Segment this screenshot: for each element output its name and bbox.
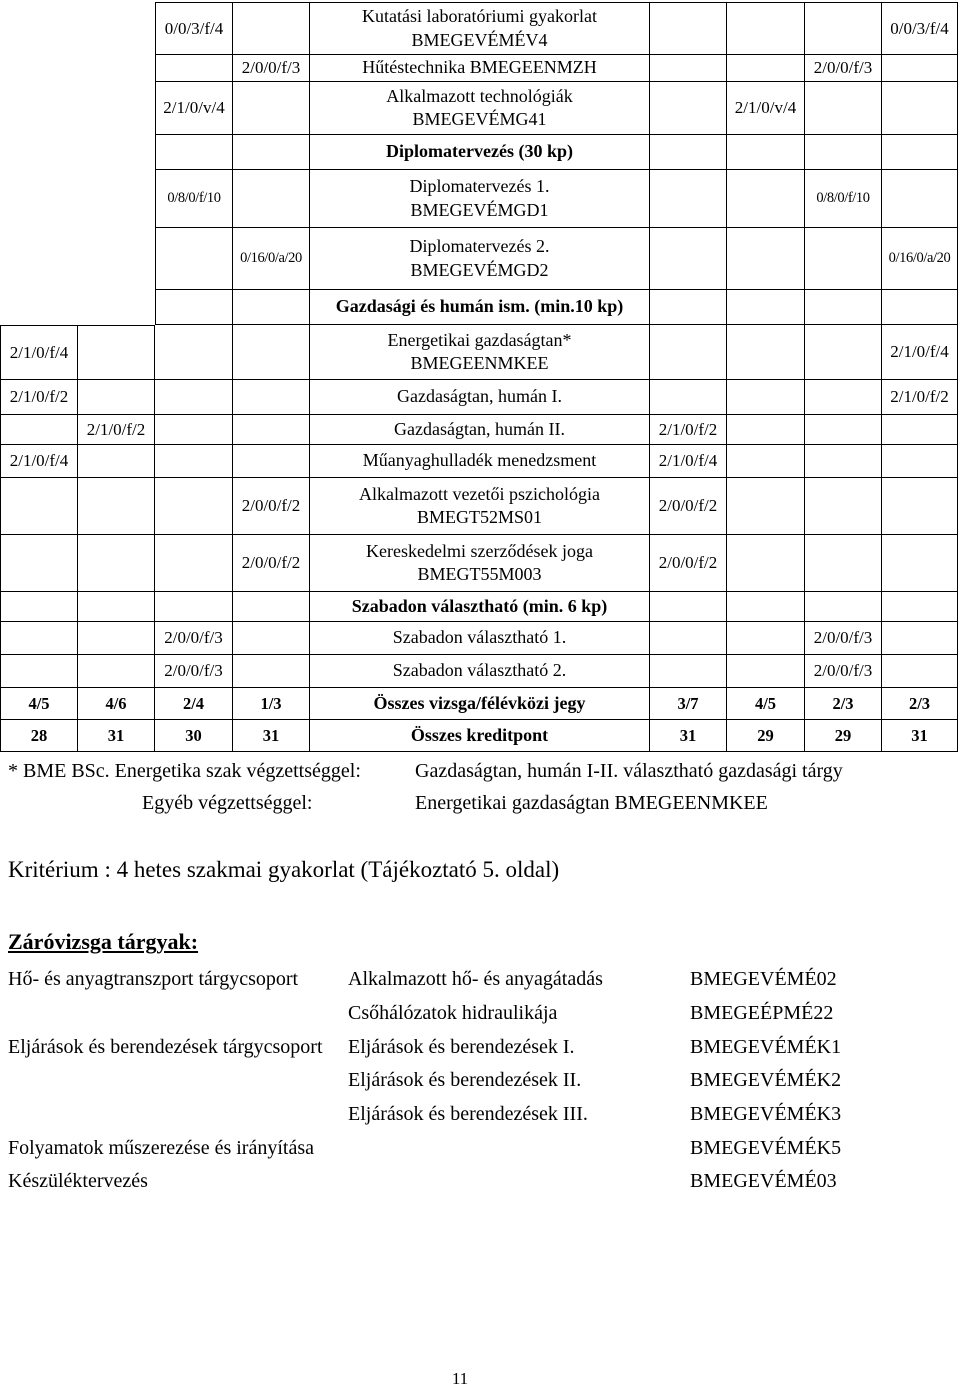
- total-value: 29: [727, 720, 805, 752]
- empty-cell: [650, 170, 727, 228]
- empty-cell: [78, 290, 155, 325]
- empty-cell: [727, 290, 805, 325]
- total-label-text: Összes kreditpont: [410, 724, 549, 745]
- empty-cell: [0, 415, 78, 445]
- course-cell: [310, 535, 650, 592]
- semester-cell: 2/1/0/v/4: [155, 82, 233, 135]
- course-cell: [310, 82, 650, 135]
- subject-code: BMEGEVÉMÉK2: [690, 1069, 842, 1092]
- semester-cell: 2/0/0/f/3: [233, 55, 310, 82]
- total-value: 2/3: [882, 688, 958, 720]
- semester-cell: 2/0/0/f/3: [805, 55, 882, 82]
- subject-code: BMEGEVÉMÉK3: [690, 1103, 842, 1126]
- empty-cell: [78, 228, 155, 290]
- total-value: 4/5: [0, 688, 78, 720]
- course-name: Gazdaságtan, humán II.: [394, 418, 565, 439]
- total-value: 31: [233, 720, 310, 752]
- semester-cell: 2/0/0/f/3: [155, 622, 233, 655]
- empty-cell: [805, 415, 882, 445]
- total-value: 4/6: [78, 688, 155, 720]
- empty-cell: [155, 478, 233, 535]
- subject-name: Alkalmazott hő- és anyagátadás: [348, 968, 603, 991]
- semester-cell: 2/1/0/f/4: [650, 445, 727, 478]
- empty-cell: [882, 135, 958, 170]
- empty-cell: [882, 535, 958, 592]
- empty-cell: [78, 535, 155, 592]
- empty-cell: [0, 622, 78, 655]
- empty-cell: [650, 228, 727, 290]
- empty-cell: [155, 415, 233, 445]
- empty-cell: [78, 655, 155, 688]
- course-code: BMEGEVÉMGD2: [410, 259, 549, 280]
- total-value: 30: [155, 720, 233, 752]
- semester-cell: 0/8/0/f/10: [155, 170, 233, 228]
- empty-cell: [727, 380, 805, 415]
- empty-cell: [78, 135, 155, 170]
- empty-cell: [805, 445, 882, 478]
- semester-cell: 2/0/0/f/3: [805, 655, 882, 688]
- criterion-text: Kritérium : 4 hetes szakmai gyakorlat (Tájékoztató 5. oldal): [8, 857, 560, 882]
- empty-cell: [727, 445, 805, 478]
- empty-cell: [155, 290, 233, 325]
- empty-cell: [650, 592, 727, 622]
- course-name: Energetikai gazdaságtan*: [387, 329, 572, 350]
- total-label: [310, 688, 650, 720]
- empty-cell: [727, 592, 805, 622]
- subject-name: Csőhálózatok hidraulikája: [348, 1002, 558, 1025]
- semester-cell: 2/1/0/f/2: [0, 380, 78, 415]
- empty-cell: [727, 535, 805, 592]
- section-title: Szabadon választható (min. 6 kp): [351, 595, 608, 616]
- empty-cell: [650, 55, 727, 82]
- total-value: 3/7: [650, 688, 727, 720]
- empty-cell: [882, 622, 958, 655]
- empty-cell: [882, 478, 958, 535]
- empty-cell: [727, 655, 805, 688]
- empty-cell: [155, 325, 233, 380]
- empty-cell: [233, 380, 310, 415]
- total-value: 2/3: [805, 688, 882, 720]
- course-name: Szabadon választható 2.: [392, 660, 567, 681]
- course-cell: [310, 380, 650, 415]
- subject-code: BMEGEVÉMÉ02: [690, 968, 837, 991]
- empty-cell: [727, 2, 805, 55]
- total-label-text: Összes vizsga/félévközi jegy: [373, 692, 586, 713]
- empty-cell: [805, 2, 882, 55]
- note-other-value: Energetikai gazdaságtan BMEGEENMKEE: [415, 792, 768, 814]
- empty-cell: [78, 170, 155, 228]
- course-code: BMEGEVÉMÉV4: [411, 29, 548, 50]
- semester-cell: 2/0/0/f/3: [155, 655, 233, 688]
- semester-cell: 2/1/0/v/4: [727, 82, 805, 135]
- page-number: 11: [451, 1369, 469, 1388]
- empty-cell: [727, 55, 805, 82]
- course-code: BMEGEVÉMG41: [412, 109, 547, 129]
- empty-cell: [0, 135, 78, 170]
- semester-cell: 2/0/0/f/2: [233, 535, 310, 592]
- empty-cell: [650, 380, 727, 415]
- course-cell: [310, 325, 650, 380]
- empty-cell: [0, 535, 78, 592]
- course-name: Kutatási laboratóriumi gyakorlat: [362, 6, 597, 27]
- course-name: Diplomatervezés 2.: [409, 236, 550, 257]
- course-name: Alkalmazott vezetői pszichológia: [359, 483, 600, 504]
- subject-code: BMEGEÉPMÉ22: [690, 1002, 834, 1025]
- total-value: 4/5: [727, 688, 805, 720]
- subject-code: BMEGEVÉMÉK1: [690, 1035, 842, 1058]
- course-cell: [310, 415, 650, 445]
- subject-name: [348, 1165, 690, 1199]
- semester-cell: 2/1/0/f/2: [882, 380, 958, 415]
- semester-cell: 2/0/0/f/2: [650, 535, 727, 592]
- empty-cell: [233, 622, 310, 655]
- empty-cell: [233, 655, 310, 688]
- course-cell: [310, 445, 650, 478]
- course-cell: [310, 228, 650, 290]
- empty-cell: [882, 655, 958, 688]
- empty-cell: [78, 445, 155, 478]
- semester-cell: 0/16/0/a/20: [882, 228, 958, 290]
- total-value: 31: [882, 720, 958, 752]
- note-bsc-value: Gazdaságtan, humán I-II. választható gazdasági tárgy: [415, 760, 843, 782]
- course-code: BMEGEVÉMGD1: [410, 199, 549, 220]
- empty-cell: [805, 592, 882, 622]
- empty-cell: [78, 478, 155, 535]
- empty-cell: [882, 55, 958, 82]
- semester-cell: 2/1/0/f/4: [0, 445, 78, 478]
- total-value: 2/4: [155, 688, 233, 720]
- course-code: BMEGEENMKEE: [410, 353, 549, 373]
- empty-cell: [805, 135, 882, 170]
- empty-cell: [727, 325, 805, 380]
- final-exam-list: [8, 963, 958, 1199]
- section-heading: [310, 135, 650, 170]
- empty-cell: [233, 415, 310, 445]
- semester-cell: 2/1/0/f/4: [0, 325, 78, 380]
- semester-cell: 0/0/3/f/4: [155, 2, 233, 55]
- semester-cell: 0/16/0/a/20: [233, 228, 310, 290]
- empty-cell: [882, 445, 958, 478]
- empty-cell: [882, 82, 958, 135]
- subject-group: [8, 1098, 348, 1132]
- empty-cell: [727, 415, 805, 445]
- empty-cell: [155, 135, 233, 170]
- empty-cell: [78, 325, 155, 380]
- subject-group: Eljárások és berendezések tárgycsoport: [8, 1035, 323, 1058]
- course-name: Diplomatervezés 1.: [409, 176, 550, 197]
- empty-cell: [882, 290, 958, 325]
- empty-cell: [78, 2, 155, 55]
- subject-code: BMEGEVÉMÉK5: [690, 1136, 842, 1159]
- semester-cell: 2/0/0/f/2: [233, 478, 310, 535]
- empty-cell: [233, 445, 310, 478]
- total-value: 28: [0, 720, 78, 752]
- empty-cell: [233, 82, 310, 135]
- empty-cell: [0, 170, 78, 228]
- empty-cell: [0, 2, 78, 55]
- empty-cell: [155, 592, 233, 622]
- empty-cell: [805, 535, 882, 592]
- subject-group: [8, 997, 348, 1031]
- empty-cell: [155, 445, 233, 478]
- empty-cell: [0, 82, 78, 135]
- empty-cell: [727, 228, 805, 290]
- empty-cell: [233, 325, 310, 380]
- empty-cell: [0, 478, 78, 535]
- empty-cell: [882, 170, 958, 228]
- empty-cell: [233, 290, 310, 325]
- semester-cell: 2/1/0/f/2: [78, 415, 155, 445]
- empty-cell: [650, 290, 727, 325]
- empty-cell: [805, 478, 882, 535]
- semester-cell: 2/0/0/f/3: [805, 622, 882, 655]
- course-cell: [310, 170, 650, 228]
- empty-cell: [650, 325, 727, 380]
- total-value: 29: [805, 720, 882, 752]
- empty-cell: [0, 290, 78, 325]
- course-name: Alkalmazott technológiák: [386, 85, 573, 106]
- semester-cell: 2/0/0/f/2: [650, 478, 727, 535]
- empty-cell: [233, 592, 310, 622]
- empty-cell: [805, 290, 882, 325]
- empty-cell: [233, 2, 310, 55]
- empty-cell: [155, 535, 233, 592]
- subject-group: [8, 1064, 348, 1098]
- subject-group: Készüléktervezés: [8, 1170, 148, 1193]
- empty-cell: [155, 55, 233, 82]
- subject-name: Eljárások és berendezések I.: [348, 1035, 575, 1058]
- empty-cell: [805, 82, 882, 135]
- empty-cell: [78, 82, 155, 135]
- course-name: Hűtéstechnika BMEGEENMZH: [362, 57, 597, 78]
- curriculum-table: [0, 2, 958, 752]
- course-name: Szabadon választható 1.: [392, 627, 567, 648]
- note-bsc-label: * BME BSc. Energetika szak végzettséggel:: [8, 760, 361, 782]
- empty-cell: [0, 655, 78, 688]
- total-value: 1/3: [233, 688, 310, 720]
- empty-cell: [650, 135, 727, 170]
- empty-cell: [650, 655, 727, 688]
- note-other-label: Egyéb végzettséggel:: [142, 792, 313, 814]
- section-title: Diplomatervezés (30 kp): [386, 141, 573, 162]
- subject-name: Eljárások és berendezések III.: [348, 1103, 588, 1126]
- empty-cell: [78, 622, 155, 655]
- empty-cell: [727, 170, 805, 228]
- subject-code: BMEGEVÉMÉ03: [690, 1170, 837, 1193]
- empty-cell: [233, 170, 310, 228]
- subject-name: [348, 1131, 690, 1165]
- total-value: 31: [650, 720, 727, 752]
- empty-cell: [78, 55, 155, 82]
- semester-cell: 2/1/0/f/2: [650, 415, 727, 445]
- subject-group: Folyamatok műszerezése és irányítása: [8, 1136, 314, 1159]
- empty-cell: [727, 478, 805, 535]
- course-cell: [310, 2, 650, 55]
- empty-cell: [727, 135, 805, 170]
- total-value: 31: [78, 720, 155, 752]
- empty-cell: [78, 380, 155, 415]
- total-label: [310, 720, 650, 752]
- course-cell: [310, 478, 650, 535]
- course-code: BMEGT52MS01: [416, 507, 542, 527]
- empty-cell: [650, 622, 727, 655]
- empty-cell: [882, 415, 958, 445]
- course-cell: [310, 55, 650, 82]
- section-heading: [310, 290, 650, 325]
- empty-cell: [882, 592, 958, 622]
- empty-cell: [805, 325, 882, 380]
- empty-cell: [155, 380, 233, 415]
- subject-name: Eljárások és berendezések II.: [348, 1069, 582, 1092]
- empty-cell: [0, 592, 78, 622]
- course-name: Gazdaságtan, humán I.: [397, 386, 562, 407]
- empty-cell: [78, 592, 155, 622]
- empty-cell: [233, 135, 310, 170]
- course-code: BMEGT55M003: [417, 564, 542, 584]
- semester-cell: 0/0/3/f/4: [882, 2, 958, 55]
- empty-cell: [155, 228, 233, 290]
- course-name: Műanyaghulladék menedzsment: [362, 450, 597, 471]
- empty-cell: [650, 82, 727, 135]
- empty-cell: [0, 228, 78, 290]
- course-name: Kereskedelmi szerződések joga: [366, 540, 593, 561]
- section-title: Gazdasági és humán ism. (min.10 kp): [335, 296, 624, 317]
- course-cell: [310, 655, 650, 688]
- subject-group: Hő- és anyagtranszport tárgycsoport: [8, 968, 299, 991]
- empty-cell: [0, 55, 78, 82]
- semester-cell: 0/8/0/f/10: [805, 170, 882, 228]
- course-cell: [310, 622, 650, 655]
- empty-cell: [727, 622, 805, 655]
- final-exam-title: Záróvizsga tárgyak:: [8, 929, 199, 954]
- semester-cell: 2/1/0/f/4: [882, 325, 958, 380]
- section-heading: [310, 592, 650, 622]
- empty-cell: [805, 228, 882, 290]
- empty-cell: [805, 380, 882, 415]
- empty-cell: [650, 2, 727, 55]
